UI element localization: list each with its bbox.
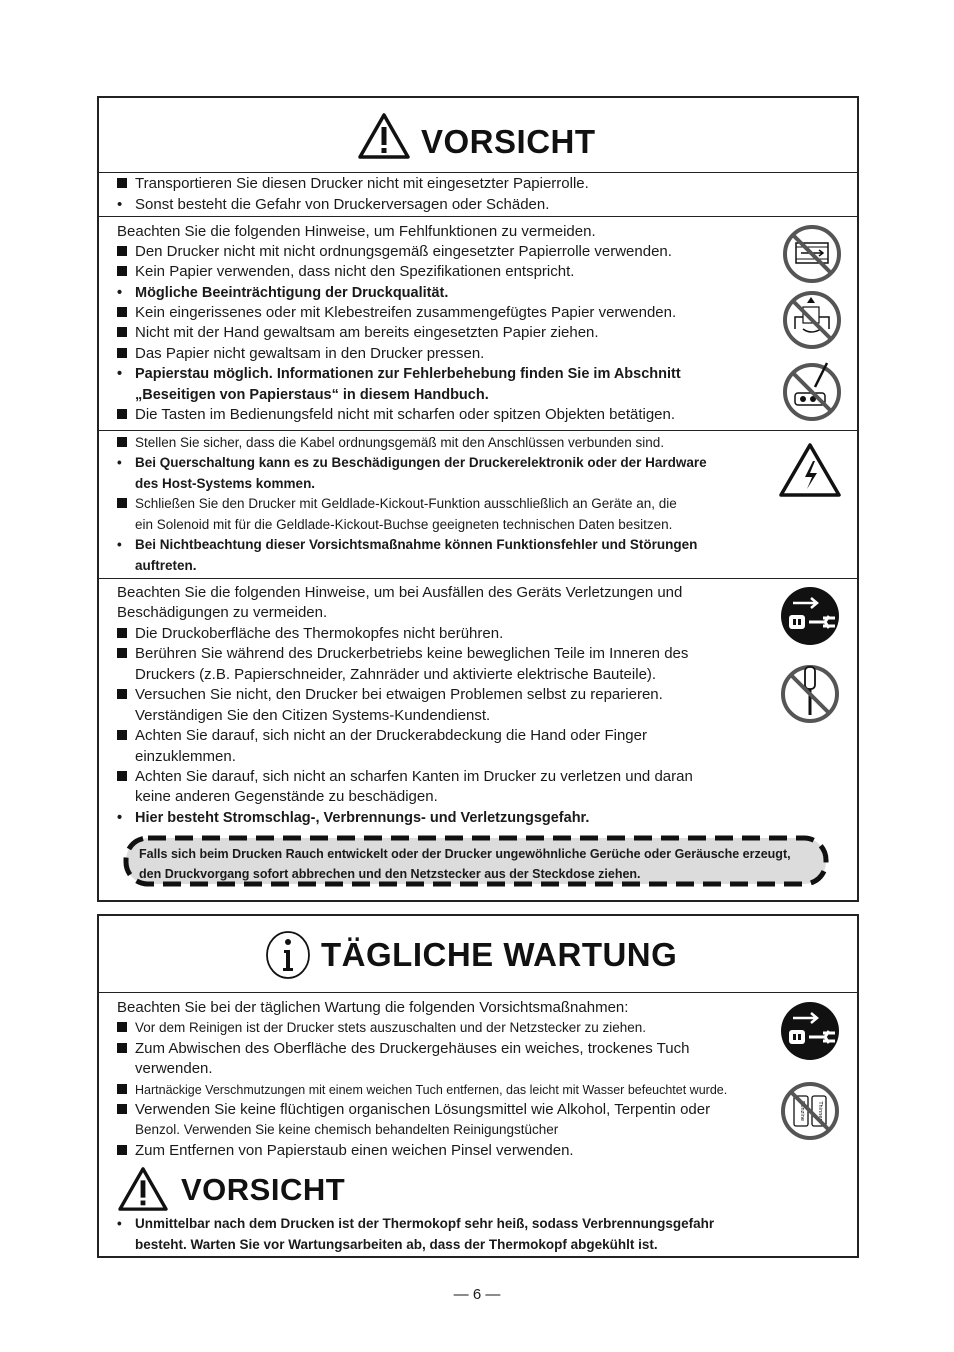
no-paper-roll-icon [781,223,843,285]
list-item: • Papierstau möglich. Informationen zur Fehlerbehebung finden Sie im Abschnitt [117,366,681,382]
list-item: • Hier besteht Stromschlag-, Verbrennungs- und Verletzungsgefahr. [117,810,590,826]
section-intro-cont: Beschädigungen zu vermeiden. [117,604,328,621]
list-item: Versuchen Sie nicht, den Drucker bei etwaigen Problemen selbst zu reparieren. [117,685,663,705]
list-item-cont: des Host-Systems kommen. [135,476,316,491]
no-solvent-icon [779,1080,841,1142]
list-item: Berühren Sie während des Druckerbetriebs keine beweglichen Teile im Inneren des [117,644,688,664]
no-sharp-object-icon [781,359,843,421]
no-screwdriver-icon [779,663,841,725]
maintenance-header [99,916,857,993]
warning-triangle-icon [117,1166,169,1212]
list-item-cont: ein Solenoid mit für die Geldlade-Kickout-Buchse geeigneten technischen Daten besitzen. [135,517,673,532]
list-item: Kein eingerissenes oder mit Klebestreifen zusammengefügtes Papier verwenden. [117,303,676,323]
page-number: — 6 — [453,1286,501,1303]
list-item-cont: einzuklemmen. [135,748,236,765]
maintenance-box [97,914,859,1258]
electric-shock-icon [777,441,843,499]
list-item: Nicht mit der Hand gewaltsam am bereits eingesetzten Papier ziehen. [117,323,599,343]
list-item: Die Druckoberfläche des Thermokopfes nicht berühren. [117,624,503,644]
caution-header [99,98,857,173]
caution-subtitle: VORSICHT [181,1172,346,1207]
list-item: Vor dem Reinigen ist der Drucker stets auszuschalten und der Netzstecker zu ziehen. [117,1018,646,1038]
list-item: • Bei Querschaltung kann es zu Beschädigungen der Druckerelektronik oder der Hardware [117,455,707,470]
info-icon [265,930,311,980]
list-item: Transportieren Sie diesen Drucker nicht mit eingesetzter Papierrolle. [117,174,589,194]
list-item: Verwenden Sie keine flüchtigen organischen Lösungsmittel wie Alkohol, Terpentin oder [117,1100,710,1120]
section-intro: Beachten Sie die folgenden Hinweise, um bei Ausfällen des Geräts Verletzungen und [117,584,683,601]
list-item-cont: auftreten. [135,558,197,573]
list-item-cont: Verständigen Sie den Citizen Systems-Kundendienst. [135,707,491,724]
section-injury [99,578,857,903]
list-item-cont: keine anderen Gegenstände zu beschädigen. [135,788,438,805]
section-transport [99,172,857,216]
list-item: Stellen Sie sicher, dass die Kabel ordnungsgemäß mit den Anschlüssen verbunden sind. [117,433,664,453]
smoke-warning-banner [123,835,829,887]
unplug-icon [779,585,841,647]
no-hand-pull-icon [781,289,843,351]
list-item: Zum Abwischen des Oberfläche des Druckergehäuses ein weiches, trockenes Tuch [117,1039,689,1059]
list-item: • Bei Nichtbeachtung dieser Vorsichtsmaßnahme können Funktionsfehler und Störungen [117,537,698,552]
section-maintenance [99,992,857,1258]
section-cables [99,430,857,579]
section-paper [99,216,857,431]
list-item: Hartnäckige Verschmutzungen mit einem weichen Tuch entfernen, das leicht mit Wasser befeuchtet wurde. [117,1080,727,1100]
section-intro: Beachten Sie bei der täglichen Wartung die folgenden Vorsichtsmaßnahmen: [117,999,629,1016]
list-item-cont: Druckers (z.B. Papierschneider, Zahnräder und aktivierte elektrische Bauteile). [135,666,657,683]
list-item-cont: verwenden. [135,1060,213,1077]
list-item-cont: „Beseitigen von Papierstaus“ in diesem Handbuch. [135,387,489,403]
unplug-icon [779,1000,841,1062]
thinner-label: Thinner [817,1101,823,1121]
list-item-cont: Benzol. Verwenden Sie keine chemisch behandelten Reinigungstücher [135,1122,559,1137]
list-item: • Mögliche Beeinträchtigung der Druckqualität. [117,285,449,301]
banner-text: Falls sich beim Drucken Rauch entwickelt oder der Drucker ungewöhnliche Gerüche oder Geräusche erzeugt, den Druckvorgang sofort abbrechen und den Netzstecker aus der Steckdose ziehen. [139,847,791,881]
caution-title: VORSICHT [421,123,596,160]
list-item: Kein Papier verwenden, dass nicht den Spezifikationen entspricht. [117,262,574,282]
list-item: Die Tasten im Bedienungsfeld nicht mit scharfen oder spitzen Objekten betätigen. [117,405,675,425]
list-item-cont: besteht. Warten Sie vor Wartungsarbeiten ab, dass der Thermokopf abgekühlt ist. [135,1237,658,1252]
list-item: Den Drucker nicht mit nicht ordnungsgemäß eingesetzter Papierrolle verwenden. [117,242,672,262]
benzine-label: Benzine [799,1101,805,1121]
list-item: • Unmittelbar nach dem Drucken ist der Thermokopf sehr heiß, sodass Verbrennungsgefahr [117,1216,715,1231]
warning-triangle-icon [357,112,411,160]
list-item: Achten Sie darauf, sich nicht an der Druckerabdeckung die Hand oder Finger [117,726,647,746]
caution-box [97,96,859,902]
section-intro: Beachten Sie die folgenden Hinweise, um Fehlfunktionen zu vermeiden. [117,223,596,240]
list-item: • Sonst besteht die Gefahr von Druckerversagen oder Schäden. [117,196,550,213]
list-item: Zum Entfernen von Papierstaub einen weichen Pinsel verwenden. [117,1141,574,1161]
maintenance-title: TÄGLICHE WARTUNG [321,936,678,973]
list-item: Das Papier nicht gewaltsam in den Drucker pressen. [117,344,484,364]
list-item: Achten Sie darauf, sich nicht an scharfen Kanten im Drucker zu verletzen und daran [117,767,693,787]
list-item: Schließen Sie den Drucker mit Geldlade-Kickout-Funktion ausschließlich an Geräte an, die [117,494,677,514]
